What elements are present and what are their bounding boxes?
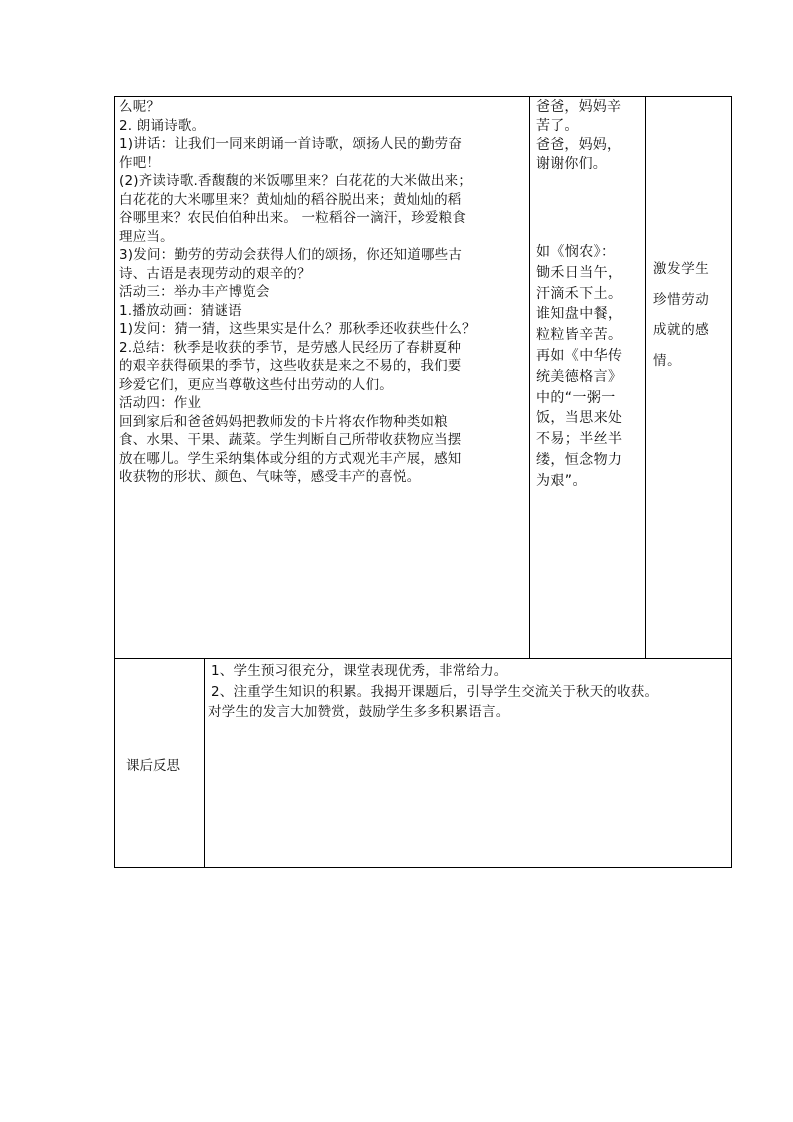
- main-activity-text: [119, 98, 476, 487]
- student-line: 爸爸，妈妈辛: [536, 99, 622, 115]
- intent-line: 珍惜劳动: [653, 291, 710, 308]
- student-line: 谢谢你们。: [536, 156, 607, 172]
- activity-line: 白花花的大米哪里来？黄灿灿的稻谷脱出来；黄灿灿的稻: [119, 191, 462, 208]
- student-line: 缕，恒念物力: [536, 451, 623, 468]
- intent-line: 情。: [653, 352, 682, 369]
- row-divider: [114, 658, 732, 659]
- student-line: 汗滴禾下土。: [536, 285, 623, 302]
- table-left-border: [114, 96, 115, 868]
- activity-line: 1)发问：猜一猜，这些果实是什么？那秋季还收获些什么？: [119, 321, 476, 337]
- column-divider-activity: [529, 96, 530, 659]
- activity-line: 活动三：举办丰产博览会: [119, 284, 270, 300]
- student-line: 爸爸，妈妈，: [536, 137, 622, 153]
- student-line: 再如《中华传: [536, 347, 623, 364]
- student-line: 苦了。: [536, 118, 579, 134]
- activity-line: 1)讲话：让我们一同来朗诵一首诗歌，颂扬人民的勤劳奋: [119, 136, 463, 152]
- activity-line: 2. 朗诵诗歌。: [119, 117, 206, 134]
- activity-line: 2.总结：秋季是收获的季节，是劳感人民经历了春耕夏种: [119, 339, 462, 356]
- reflection-line: 1、学生预习很充分，课堂表现优秀，非常给力。: [211, 663, 508, 679]
- activity-line: 1.播放动画：猜谜语: [119, 302, 242, 319]
- student-line: 粒粒皆辛苦。: [536, 327, 623, 344]
- table-right-border: [731, 96, 732, 868]
- student-line: 中的“一粥一: [536, 389, 616, 406]
- activity-line: 理应当。: [119, 228, 174, 245]
- activity-line: 的艰辛获得硕果的季节，这些收获是来之不易的，我们要: [119, 358, 462, 374]
- activity-line: (2)齐读诗歌.香馥馥的米饭哪里来？白花花的大米做出来；: [119, 173, 473, 189]
- column-divider-reflection: [204, 658, 205, 868]
- intent-line: 激发学生: [653, 261, 710, 277]
- activity-line: 放在哪儿。学生采纳集体或分组的方式观光丰产展，感知: [119, 450, 462, 467]
- activity-line: 珍爱它们，更应当尊敬这些付出劳动的人们。: [119, 376, 393, 393]
- reflection-label: 课后反思: [126, 758, 180, 774]
- activity-line: 么呢？: [119, 99, 161, 115]
- student-line: 不易；半丝半: [536, 431, 623, 448]
- student-line: 饭，当思来处: [536, 410, 623, 427]
- activity-line: 诗、古语是表现劳动的艰辛的？: [119, 265, 311, 282]
- activity-line: 活动四：作业: [119, 395, 202, 411]
- column-divider-intent: [645, 96, 646, 659]
- activity-line: 收获物的形状、颜色、气味等，感受丰产的喜悦。: [119, 469, 421, 485]
- activity-line: 食、水果、干果、蔬菜。学生判断自己所带收获物应当摆: [119, 432, 462, 448]
- reflection-text: [208, 661, 659, 723]
- student-line: 为艰”。: [536, 472, 587, 489]
- intent-line: 成就的感: [653, 322, 710, 338]
- reflection-line: 对学生的发言大加赞赏，鼓励学生多多积累语言。: [208, 704, 510, 720]
- student-line: 统美德格言》: [536, 368, 623, 385]
- activity-line: 3)发问：勤劳的劳动会获得人们的颂扬，你还知道哪些古: [119, 247, 463, 263]
- activity-line: 谷哪里来？农民伯伯种出来。 一粒稻谷一滴汗，珍爱粮食: [119, 210, 466, 226]
- student-poem-text: [536, 242, 622, 492]
- reflection-line: 2、注重学生知识的积累。我揭开课题后，引导学生交流关于秋天的收获。: [211, 683, 659, 700]
- student-response-text: [536, 98, 621, 174]
- student-line: 如《悯农》：: [536, 244, 616, 260]
- activity-line: 回到家后和爸爸妈妈把教师发的卡片将农作物种类如粮: [119, 413, 448, 430]
- student-line: 谁知盘中餐，: [536, 306, 623, 323]
- student-line: 锄禾日当午，: [536, 264, 623, 281]
- table-bottom-border: [114, 867, 732, 868]
- design-intent-text: [653, 254, 709, 376]
- table-top-border: [114, 96, 732, 97]
- activity-line: 作吧！: [119, 154, 161, 171]
